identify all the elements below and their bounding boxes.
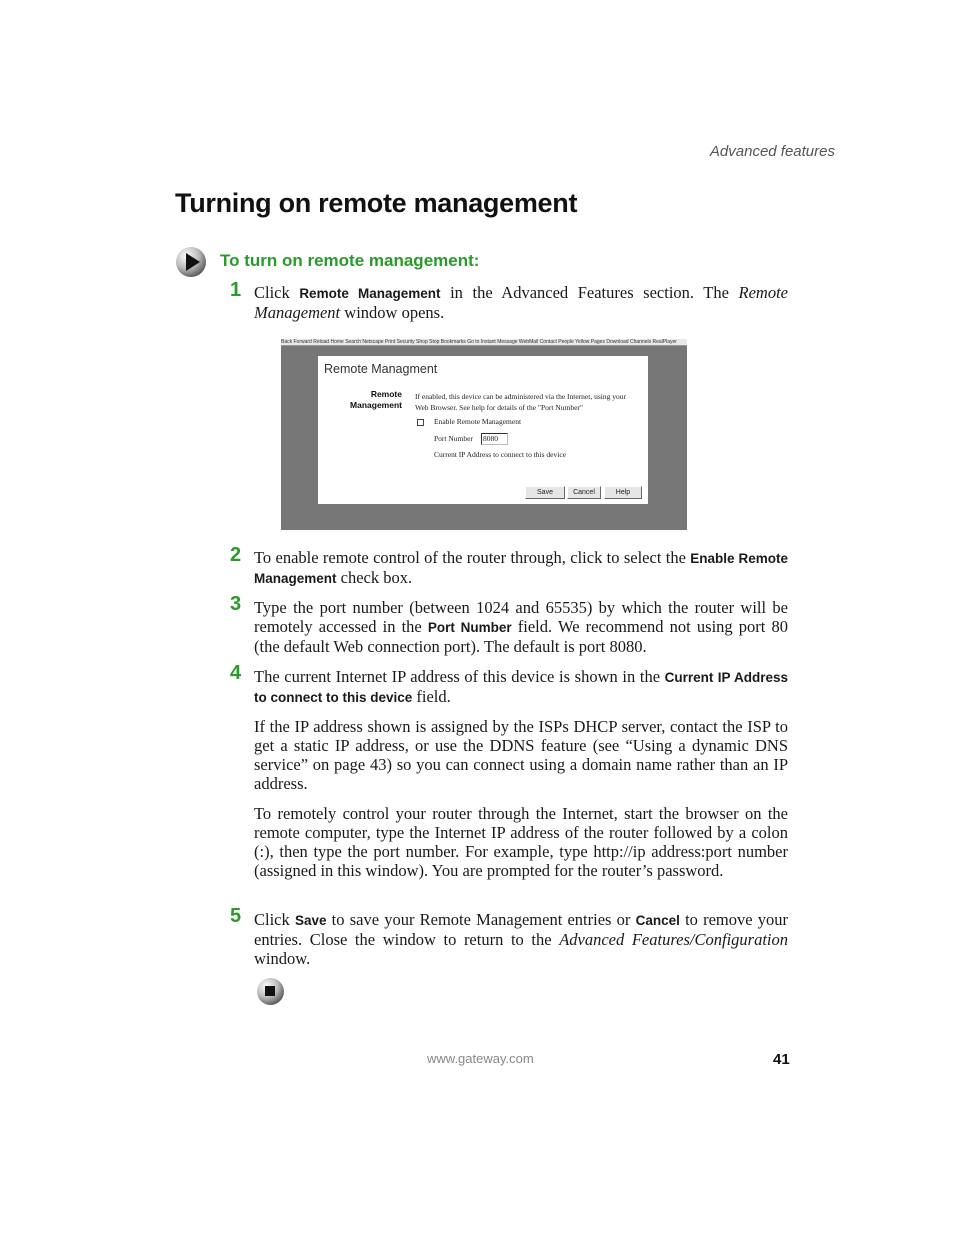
section-description: If enabled, this device can be administered via the Internet, using your Web Browser. See help for details of the "Port Number" xyxy=(415,392,626,412)
step-text-part: window opens. xyxy=(340,303,445,322)
step-text-part: field. We recommend not using port 80 (the default Web connection port). The default is port 8080. xyxy=(254,617,788,656)
ui-term: Enable Remote Management xyxy=(254,551,788,586)
save-button[interactable]: Save xyxy=(525,486,565,499)
panel-title: Remote Managment xyxy=(324,362,438,376)
step-number: 4 xyxy=(230,662,242,684)
step-text xyxy=(254,910,788,968)
step-text-part: Type the port number (between 1024 and 65535) by which the router will be remotely accessed in the xyxy=(254,598,788,636)
page-title: Turning on remote management xyxy=(175,188,578,218)
step-text xyxy=(254,598,788,656)
port-number-label: Port Number xyxy=(434,434,473,443)
step-number: 1 xyxy=(230,279,242,301)
page-number: 41 xyxy=(773,1051,790,1068)
step-text-part: to remove your entries. Close the window to return to the xyxy=(254,910,789,949)
checkbox-label: Enable Remote Management xyxy=(434,417,522,426)
step-text xyxy=(254,667,788,707)
step-text-part: check box. xyxy=(336,568,413,587)
remote-management-screenshot xyxy=(281,339,687,530)
enable-remote-management-checkbox[interactable] xyxy=(417,419,424,426)
step-text-part: To enable remote control of the router through, click to select the xyxy=(254,548,691,567)
cancel-button[interactable]: Cancel xyxy=(567,486,601,499)
step-text-part: Click xyxy=(254,283,300,302)
step-paragraph: If the IP address shown is assigned by the ISPs DHCP server, contact the ISP to get a static IP address, or use the DDNS feature (see “Using a dynamic DNS service” on page 43) so you can connect using a domain name rather than an IP address. xyxy=(254,717,788,793)
ui-term: Save xyxy=(294,913,327,928)
ui-term: Cancel xyxy=(635,913,680,928)
step-text xyxy=(254,283,788,322)
step-text-part: field. xyxy=(412,687,451,706)
ui-term: Port Number xyxy=(427,620,512,635)
port-number-field[interactable]: 8080 xyxy=(481,433,508,445)
footer-url: www.gateway.com xyxy=(427,1051,534,1066)
end-procedure-icon xyxy=(256,977,285,1006)
step-number: 2 xyxy=(230,544,242,566)
section-label: Remote Management xyxy=(350,389,402,410)
step-number: 3 xyxy=(230,593,242,615)
step-text-part: in the Advanced Features section. The xyxy=(440,283,739,302)
step-paragraph: To remotely control your router through the Internet, start the browser on the remote computer, type the Internet IP address of the router followed by a colon (:), then type the port number. For example, type http://ip address:port number (assigned in this window). You are prompted for the router’s password. xyxy=(254,804,788,880)
step-text-part: window. xyxy=(254,949,311,968)
running-head: Advanced features xyxy=(709,143,835,160)
ui-term: Current IP Address to connect to this device xyxy=(254,670,788,705)
remote-management-panel xyxy=(318,356,648,504)
step-text-part: The current Internet IP address of this device is shown in the xyxy=(254,667,665,686)
help-button[interactable]: Help xyxy=(604,486,642,499)
current-ip-label: Current IP Address to connect to this device xyxy=(434,450,566,459)
step-text-part: to save your Remote Management entries or xyxy=(326,910,636,929)
ui-term: Remote Management xyxy=(299,286,441,301)
step-text xyxy=(254,548,788,588)
emphasis: Remote Management xyxy=(254,283,788,322)
browser-toolbar: Back Forward Reload Home Search Netscape Print Security Shop Stop Bookmarks Go to Instant Message WebMail Contact People Yellow Pages Download Channels RealPlayer xyxy=(281,339,687,346)
step-text-part: Click xyxy=(254,910,295,929)
emphasis: Advanced Features/Configuration xyxy=(559,930,788,949)
procedure-arrow-icon xyxy=(175,246,207,278)
step-number: 5 xyxy=(230,905,242,927)
procedure-title: To turn on remote management: xyxy=(220,251,480,270)
